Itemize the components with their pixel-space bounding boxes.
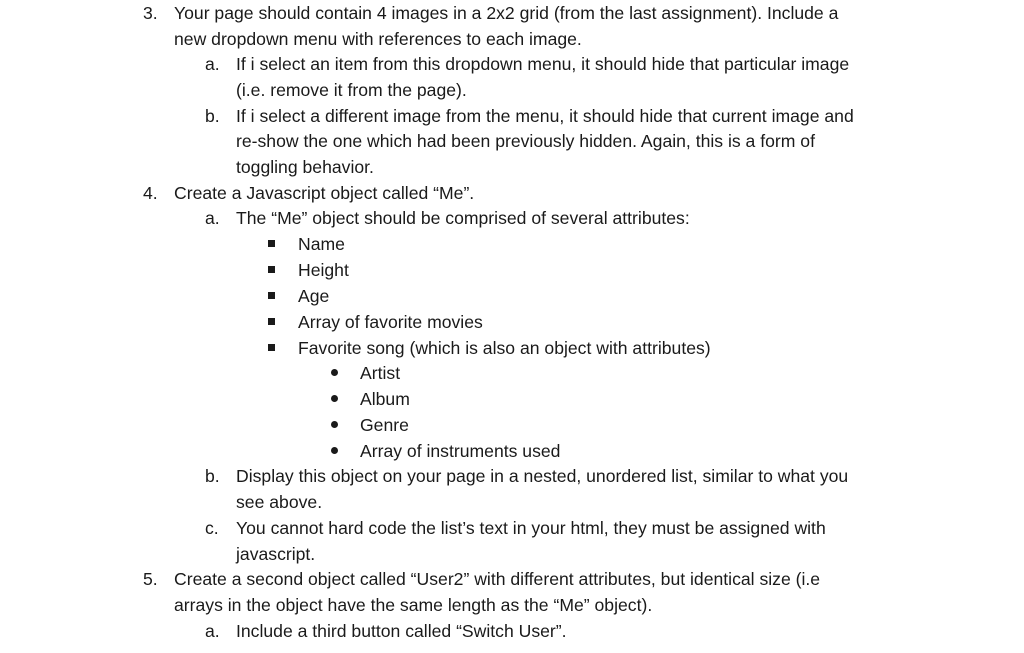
item-4c-text-line-2: javascript. [236,544,316,564]
song-attribute-album: Album [360,389,410,409]
item-4b-text-line-1: Display this object on your page in a nested, unordered list, similar to what you [236,466,849,486]
item-3-text-line-2: new dropdown menu with references to each image. [174,29,582,49]
song-attribute-instruments: Array of instruments used [360,441,561,461]
item-4a-marker: a. [205,208,220,228]
item-3b-text-line-1: If i select a different image from the menu, it should hide that current image and [236,106,854,126]
item-3-text-line-1: Your page should contain 4 images in a 2x2 grid (from the last assignment). Include a [174,3,839,23]
attribute-item-favorite-song: Favorite song (which is also an object with attributes) [298,338,711,358]
round-bullet-icon [331,447,338,454]
round-bullet-icon [331,421,338,428]
item-5a-text-line-1: Include a third button called “Switch User”. [236,621,567,641]
square-bullet-icon [268,318,275,325]
item-5-text-line-2: arrays in the object have the same length as the “Me” object). [174,595,653,615]
square-bullet-icon [268,344,275,351]
attribute-item-movies: Array of favorite movies [298,312,483,332]
round-bullet-icon [331,369,338,376]
item-4-text-line-1: Create a Javascript object called “Me”. [174,183,475,203]
item-3a-text-line-2: (i.e. remove it from the page). [236,80,467,100]
item-4a-text-line-1: The “Me” object should be comprised of several attributes: [236,208,690,228]
item-3b-marker: b. [205,106,220,126]
square-bullet-icon [268,240,275,247]
item-3-marker: 3. [143,3,158,23]
item-5-text-line-1: Create a second object called “User2” with different attributes, but identical size (i.e [174,569,821,589]
item-3b-text-line-2: re-show the one which had been previously hidden. Again, this is a form of [236,131,815,151]
item-3a-text-line-1: If i select an item from this dropdown menu, it should hide that particular image [236,54,850,74]
round-bullet-icon [331,395,338,402]
item-4c-marker: c. [205,518,219,538]
song-attribute-artist: Artist [360,363,401,383]
item-5a-marker: a. [205,621,220,641]
item-3a-marker: a. [205,54,220,74]
square-bullet-icon [268,292,275,299]
song-attribute-genre: Genre [360,415,409,435]
item-4c-text-line-1: You cannot hard code the list’s text in your html, they must be assigned with [236,518,826,538]
item-4b-marker: b. [205,466,220,486]
square-bullet-icon [268,266,275,273]
item-5-marker: 5. [143,569,158,589]
item-3b-text-line-3: toggling behavior. [236,157,374,177]
attribute-item-age: Age [298,286,330,306]
attribute-item-name: Name [298,234,345,254]
attribute-item-height: Height [298,260,349,280]
item-4b-text-line-2: see above. [236,492,323,512]
item-4-marker: 4. [143,183,158,203]
